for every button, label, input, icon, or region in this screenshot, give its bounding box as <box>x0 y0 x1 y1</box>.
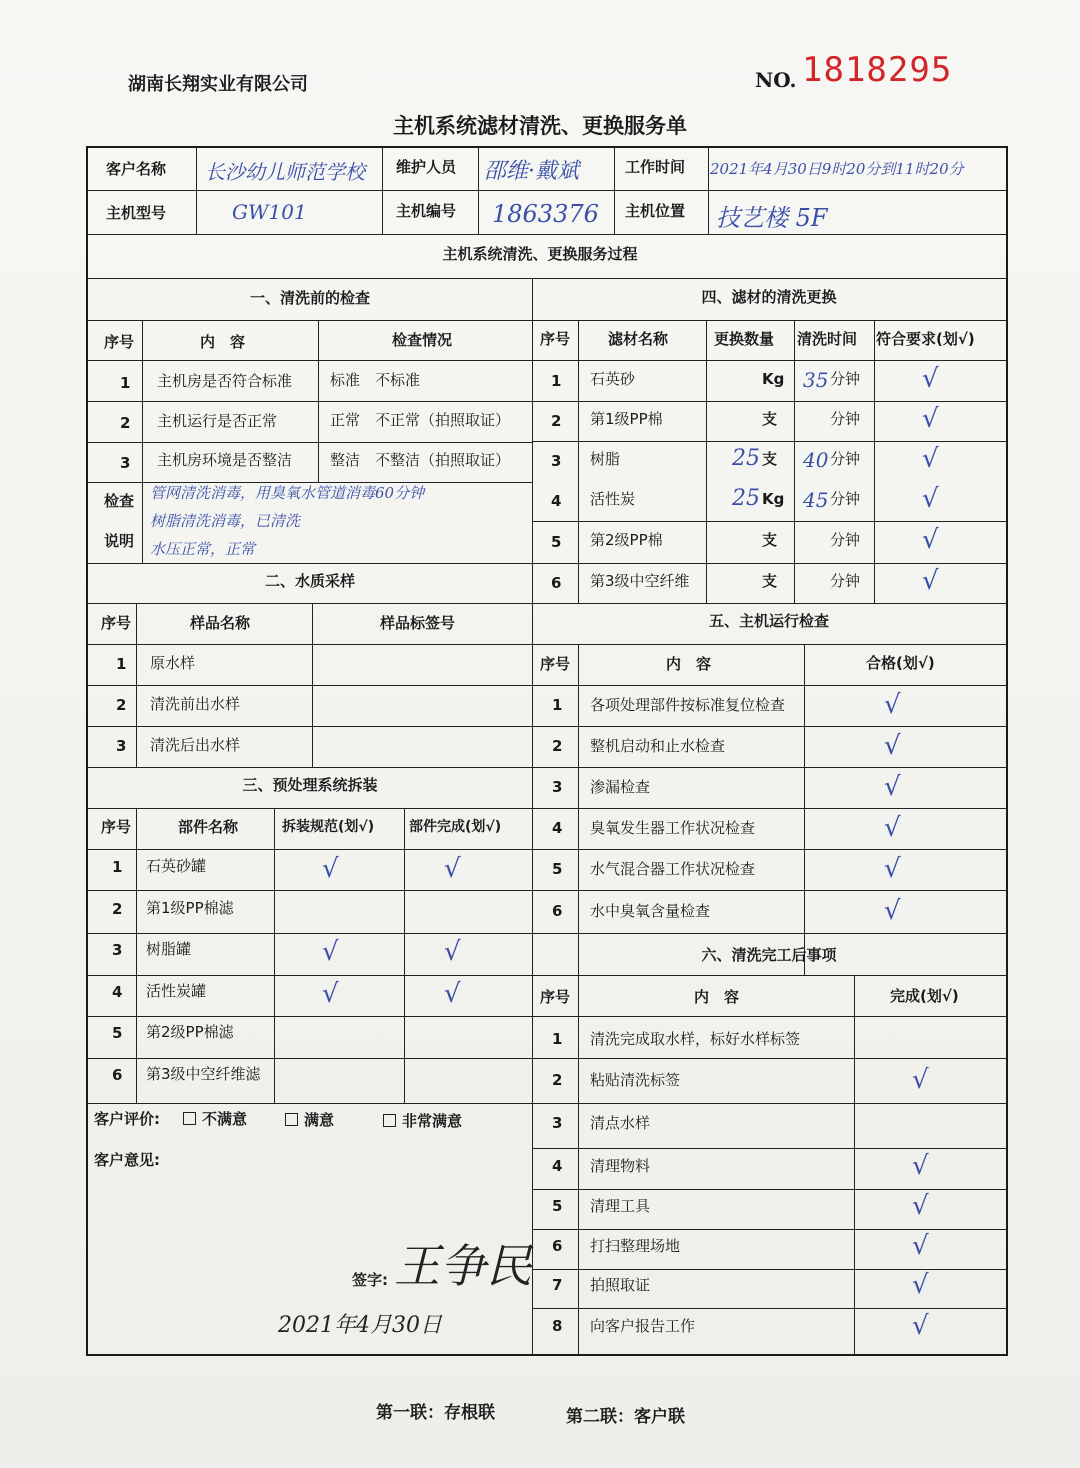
s4-row-no: 4 <box>551 492 562 510</box>
check-mark: √ <box>322 854 339 884</box>
option-label: 不满意 <box>202 1110 248 1128</box>
s6-row-no: 7 <box>552 1276 563 1294</box>
s4-row-unit: Kg <box>762 490 785 508</box>
s1-note-label: 说明 <box>104 532 135 550</box>
check-mark: √ <box>912 1191 929 1221</box>
checkbox[interactable] <box>183 1112 196 1125</box>
customer-signature: 王争民 <box>394 1239 532 1293</box>
check-mark: √ <box>912 1151 929 1181</box>
s2-col-tag: 样品标签号 <box>380 614 456 632</box>
s4-row-qty-value: 25 <box>732 486 760 511</box>
s4-col-qty: 更换数量 <box>714 330 775 348</box>
s6-row-content: 清理物料 <box>590 1157 651 1175</box>
s3-row-no: 5 <box>112 1024 123 1042</box>
s1-title: 一、清洗前的检查 <box>249 289 370 307</box>
s4-row-name: 第1级PP棉 <box>590 410 663 428</box>
s5-row-no: 5 <box>552 860 563 878</box>
check-mark: √ <box>922 404 939 434</box>
form-title: 主机系统滤材清洗、更换服务单 <box>393 114 687 138</box>
s1-row-no: 3 <box>120 454 131 472</box>
s5-row-content: 水中臭氧含量检查 <box>590 902 711 920</box>
check-mark: √ <box>444 937 461 967</box>
s4-col-no: 序号 <box>540 330 571 348</box>
checkbox[interactable] <box>383 1114 396 1127</box>
check-mark: √ <box>912 1065 929 1095</box>
s6-row-content: 向客户报告工作 <box>590 1317 696 1335</box>
s5-row-content: 整机启动和止水检查 <box>590 737 726 755</box>
s2-row-name: 清洗后出水样 <box>150 736 241 754</box>
s3-col-std: 拆装规范(划√) <box>282 819 375 835</box>
check-mark: √ <box>922 525 939 555</box>
check-mark: √ <box>884 813 901 843</box>
s2-col-name: 样品名称 <box>190 614 251 632</box>
s4-row-name: 活性炭 <box>590 490 636 508</box>
s4-row-time-value: 35 <box>803 368 829 392</box>
serial-number-label: NO. <box>755 68 797 92</box>
option-label: 非常满意 <box>402 1112 463 1130</box>
s1-note-label: 检查 <box>104 492 135 510</box>
s2-row-name: 原水样 <box>150 654 196 672</box>
s1-note-text: 管网清洗消毒，用臭氧水管道消毒60分钟 <box>150 484 425 502</box>
s3-col-no: 序号 <box>101 818 132 836</box>
check-mark: √ <box>922 484 939 514</box>
s1-row-content: 主机运行是否正常 <box>157 412 278 430</box>
s6-row-content: 打扫整理场地 <box>590 1237 681 1255</box>
number-label: 主机编号 <box>396 202 457 220</box>
s4-title: 四、滤材的清洗更换 <box>701 288 837 306</box>
check-mark: √ <box>884 731 901 761</box>
option-label: 满意 <box>304 1111 335 1129</box>
s4-row-qty-value: 25 <box>732 446 760 471</box>
process-title: 主机系统清洗、更换服务过程 <box>442 245 638 263</box>
check-mark: √ <box>444 979 461 1009</box>
s6-row-no: 3 <box>552 1114 563 1132</box>
s5-row-no: 6 <box>552 902 563 920</box>
model-label: 主机型号 <box>106 204 167 222</box>
sign-label: 签字: <box>352 1271 388 1289</box>
s1-row-check: 整洁 不整洁（拍照取证） <box>330 451 511 469</box>
maintainer-label: 维护人员 <box>396 158 457 176</box>
s6-row-content: 粘贴清洗标签 <box>590 1071 681 1089</box>
s3-row-part: 第2级PP棉滤 <box>146 1023 234 1041</box>
s4-col-ok: 符合要求(划√) <box>876 330 975 348</box>
s4-row-unit: 支 <box>762 410 778 428</box>
s4-row-unit: Kg <box>762 370 785 388</box>
maintainer-value: 邵维·戴斌 <box>484 159 579 184</box>
s1-col-check: 检查情况 <box>392 331 453 349</box>
s1-note-text: 树脂清洗消毒，已清洗 <box>150 512 301 530</box>
s5-row-no: 2 <box>552 737 563 755</box>
s4-col-name: 滤材名称 <box>608 330 669 348</box>
s4-row-time-unit: 分钟 <box>830 572 861 590</box>
s4-row-time-unit: 分钟 <box>830 450 861 468</box>
s4-row-unit: 支 <box>762 450 778 468</box>
s6-col-content: 内 容 <box>694 988 740 1006</box>
s6-row-content: 清点水样 <box>590 1114 651 1132</box>
s1-col-no: 序号 <box>104 333 135 351</box>
check-mark: √ <box>912 1311 929 1341</box>
s2-title: 二、水质采样 <box>264 572 355 590</box>
s5-col-no: 序号 <box>540 655 571 673</box>
s3-row-no: 6 <box>112 1066 123 1084</box>
s4-row-name: 树脂 <box>590 450 621 468</box>
s4-row-time-unit: 分钟 <box>830 531 861 549</box>
copy-stub-label: 第一联：存根联 <box>376 1403 495 1423</box>
s4-row-time-value: 45 <box>803 488 829 512</box>
s6-row-no: 8 <box>552 1317 563 1335</box>
customer-eval-label: 客户评价: <box>94 1110 160 1128</box>
s5-row-content: 各项处理部件按标准复位检查 <box>590 696 786 714</box>
option-unsatisfied[interactable] <box>183 1112 247 1127</box>
check-mark: √ <box>884 772 901 802</box>
s6-row-no: 6 <box>552 1237 563 1255</box>
option-very-satisfied[interactable] <box>383 1114 462 1129</box>
s1-row-no: 1 <box>120 374 131 392</box>
s3-row-part: 第1级PP棉滤 <box>146 899 234 917</box>
s5-row-no: 3 <box>552 778 563 796</box>
s5-row-no: 1 <box>552 696 563 714</box>
number-value: 1863376 <box>492 200 599 228</box>
model-value: GW101 <box>232 200 307 224</box>
location-label: 主机位置 <box>625 202 686 220</box>
customer-label: 客户名称 <box>106 160 167 178</box>
s1-row-check: 正常 不正常（拍照取证） <box>330 411 511 429</box>
s5-row-no: 4 <box>552 819 563 837</box>
s3-row-part: 树脂罐 <box>146 940 192 958</box>
check-mark: √ <box>922 444 939 474</box>
worktime-label: 工作时间 <box>625 158 686 176</box>
check-mark: √ <box>884 896 901 926</box>
s4-col-time: 清洗时间 <box>797 330 858 348</box>
s4-row-name: 第3级中空纤维 <box>590 572 690 590</box>
s4-row-time-unit: 分钟 <box>830 410 861 428</box>
check-mark: √ <box>884 854 901 884</box>
s1-note-text: 水压正常，正常 <box>150 540 256 558</box>
s6-row-content: 清理工具 <box>590 1197 651 1215</box>
serial-number: 1818295 <box>802 50 953 90</box>
s1-row-content: 主机房环境是否整洁 <box>157 451 293 469</box>
s4-row-unit: 支 <box>762 572 778 590</box>
s3-title: 三、预处理系统拆装 <box>242 776 378 794</box>
s3-row-part: 石英砂罐 <box>146 857 207 875</box>
s3-row-part: 第3级中空纤维滤 <box>146 1065 261 1083</box>
s4-row-unit: 支 <box>762 531 778 549</box>
s6-row-no: 4 <box>552 1157 563 1175</box>
customer-opinion-label: 客户意见: <box>94 1151 160 1169</box>
s2-col-no: 序号 <box>101 614 132 632</box>
check-mark: √ <box>322 979 339 1009</box>
s2-row-no: 2 <box>116 696 127 714</box>
s6-title: 六、清洗完工后事项 <box>701 946 837 964</box>
company-name: 湖南长翔实业有限公司 <box>128 74 308 95</box>
s5-row-content: 臭氧发生器工作状况检查 <box>590 819 756 837</box>
s5-col-content: 内 容 <box>666 655 712 673</box>
s2-row-no: 1 <box>116 655 127 673</box>
s3-col-part: 部件名称 <box>178 818 239 836</box>
s1-col-content: 内 容 <box>200 333 246 351</box>
s3-row-no: 2 <box>112 900 123 918</box>
s3-row-no: 1 <box>112 858 123 876</box>
customer-value: 长沙幼儿师范学校 <box>205 160 365 184</box>
s4-row-no: 3 <box>551 452 562 470</box>
s6-row-no: 2 <box>552 1071 563 1089</box>
check-mark: √ <box>912 1270 929 1300</box>
check-mark: √ <box>912 1231 929 1261</box>
location-value: 技艺楼 5F <box>716 204 828 232</box>
s4-row-no: 5 <box>551 533 562 551</box>
checkbox[interactable] <box>285 1113 298 1126</box>
s4-row-time-unit: 分钟 <box>830 370 861 388</box>
s4-row-time-value: 40 <box>803 448 829 472</box>
s1-row-no: 2 <box>120 414 131 432</box>
s5-row-content: 渗漏检查 <box>590 778 651 796</box>
check-mark: √ <box>922 566 939 596</box>
s3-row-part: 活性炭罐 <box>146 982 207 1000</box>
s6-row-no: 1 <box>552 1030 563 1048</box>
s6-row-no: 5 <box>552 1197 563 1215</box>
check-mark: √ <box>322 937 339 967</box>
s6-row-content: 清洗完成取水样，标好水样标签 <box>590 1030 801 1048</box>
s4-row-no: 1 <box>551 372 562 390</box>
s6-col-ok: 完成(划√) <box>890 987 959 1005</box>
s3-row-no: 3 <box>112 941 123 959</box>
worktime-value: 2021年4月30日9时20分到11时20分 <box>710 160 964 178</box>
s4-row-time-unit: 分钟 <box>830 490 861 508</box>
s4-row-no: 2 <box>551 412 562 430</box>
s5-title: 五、主机运行检查 <box>708 612 829 630</box>
check-mark: √ <box>922 364 939 394</box>
s4-row-name: 石英砂 <box>590 370 636 388</box>
s2-row-name: 清洗前出水样 <box>150 695 241 713</box>
s4-row-name: 第2级PP棉 <box>590 531 663 549</box>
check-mark: √ <box>444 854 461 884</box>
s3-row-no: 4 <box>112 983 123 1001</box>
s5-row-content: 水气混合器工作状况检查 <box>590 860 756 878</box>
check-mark: √ <box>884 690 901 720</box>
s1-row-content: 主机房是否符合标准 <box>157 372 293 390</box>
s1-row-check: 标准 不标准 <box>330 371 421 389</box>
s6-col-no: 序号 <box>540 988 571 1006</box>
option-satisfied[interactable] <box>285 1113 334 1128</box>
s3-col-done: 部件完成(划√) <box>409 819 502 835</box>
copy-customer-label: 第二联：客户联 <box>566 1407 685 1427</box>
sign-date: 2021年4月30日 <box>278 1313 442 1338</box>
s2-row-no: 3 <box>116 737 127 755</box>
s6-row-content: 拍照取证 <box>590 1276 651 1294</box>
s5-col-ok: 合格(划√) <box>866 654 935 672</box>
s4-row-no: 6 <box>551 574 562 592</box>
